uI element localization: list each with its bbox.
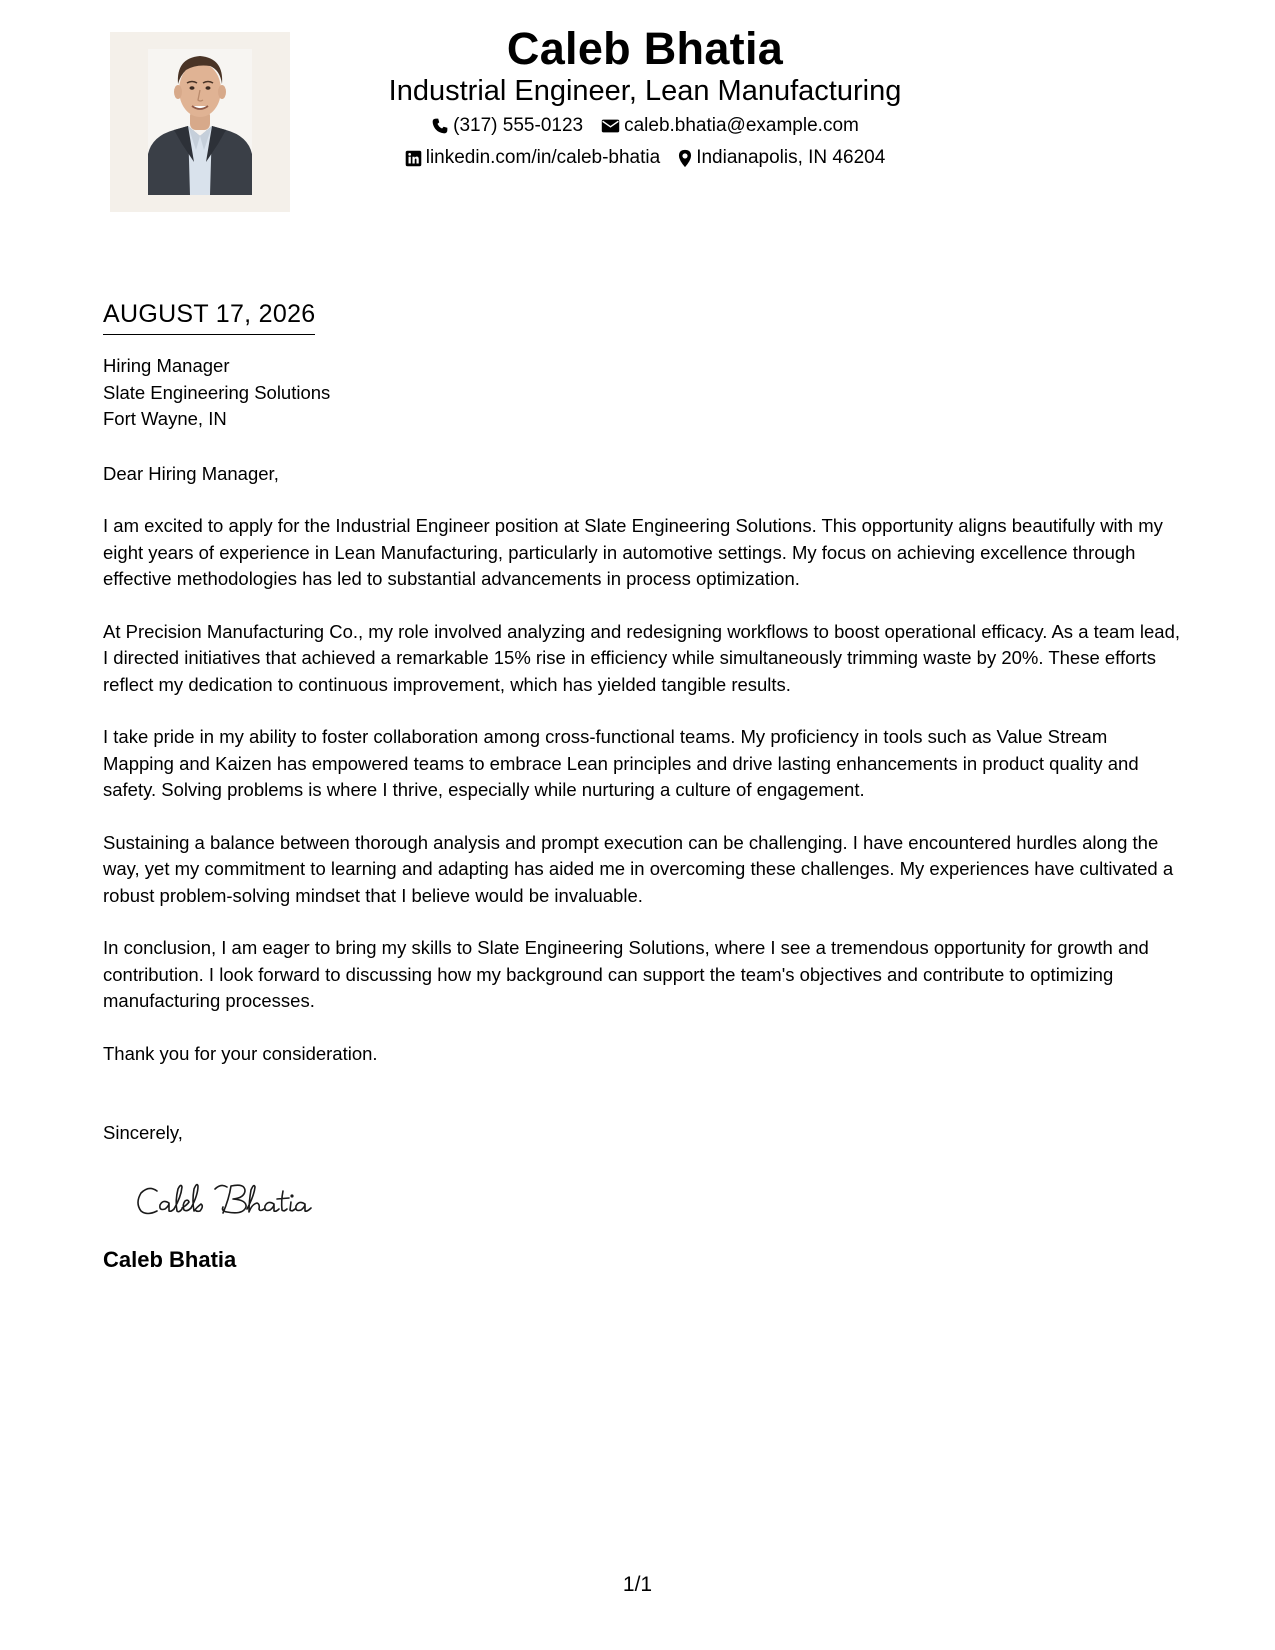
applicant-name: Caleb Bhatia [506, 23, 784, 74]
closing: Sincerely, [103, 1122, 183, 1143]
letter-header [340, 22, 950, 170]
portrait-image [110, 32, 290, 212]
contact-row-secondary [340, 146, 950, 170]
linkedin-icon [405, 150, 422, 167]
signature-image [131, 1171, 351, 1231]
profile-photo [110, 32, 290, 212]
signed-name: Caleb Bhatia [103, 1246, 237, 1272]
body-paragraph: At Precision Manufacturing Co., my role involved analyzing and redesigning workflows to boost operational efficacy. As a team lead, I directed initiatives that achieved a remarkable 15% rise in efficiency while simultaneously trimming waste by 20%. These efforts reflect my dedication to continuous improvement, which has yielded tangible results. [103, 620, 1181, 695]
recipient-block [103, 353, 1183, 433]
body-paragraph: I am excited to apply for the Industrial Engineer position at Slate Engineering Solutions. This opportunity aligns beautifully with my eight years of experience in Lean Manufacturing, particularly in automotive settings. My focus on achieving excellence through effective methodologies has led to substantial advancements in process optimization. [103, 515, 1163, 589]
recipient-company: Slate Engineering Solutions [103, 381, 331, 403]
body-paragraph: I take pride in my ability to foster collaboration among cross-functional teams. My proficiency in tools such as Value Stream Mapping and Kaizen has empowered teams to embrace Lean principles and drive lasting enhancements in product quality and safety. Solving problems is where I thrive, especially while nurturing a culture of engagement. [103, 726, 1139, 800]
phone-text: (317) 555-0123 [453, 115, 584, 136]
handwritten-signature [131, 1171, 1183, 1231]
applicant-title: Industrial Engineer, Lean Manufacturing [388, 75, 902, 107]
body-paragraph: In conclusion, I am eager to bring my skills to Slate Engineering Solutions, where I see a tremendous opportunity for growth and contribution. I look forward to discussing how my background can support the team's objectives and contribute to optimizing manufacturing processes. [103, 937, 1149, 1011]
body-paragraph: Thank you for your consideration. [103, 1042, 378, 1064]
contact-row-primary [340, 114, 950, 138]
email-text: caleb.bhatia@example.com [624, 115, 859, 136]
letter-body [103, 296, 1183, 1275]
contact-phone [431, 114, 583, 138]
letter-date: AUGUST 17, 2026 [103, 296, 315, 335]
page-number: 1/1 [622, 1573, 653, 1596]
recipient-name: Hiring Manager [103, 355, 230, 376]
salutation: Dear Hiring Manager, [103, 462, 279, 484]
linkedin-text: linkedin.com/in/caleb-bhatia [425, 147, 661, 168]
contact-linkedin [405, 146, 660, 170]
map-pin-icon [678, 149, 692, 168]
contact-email [601, 114, 859, 138]
phone-icon [431, 117, 449, 135]
location-text: Indianapolis, IN 46204 [696, 147, 886, 168]
contact-location [678, 146, 885, 170]
body-paragraph: Sustaining a balance between thorough analysis and prompt execution can be challenging. I have encountered hurdles along the way, yet my commitment to learning and adapting has aided me in overcoming these challenges. My experiences have cultivated a robust problem-solving mindset that I believe would be invaluable. [103, 831, 1174, 906]
recipient-location: Fort Wayne, IN [103, 408, 227, 429]
envelope-icon [601, 118, 620, 134]
